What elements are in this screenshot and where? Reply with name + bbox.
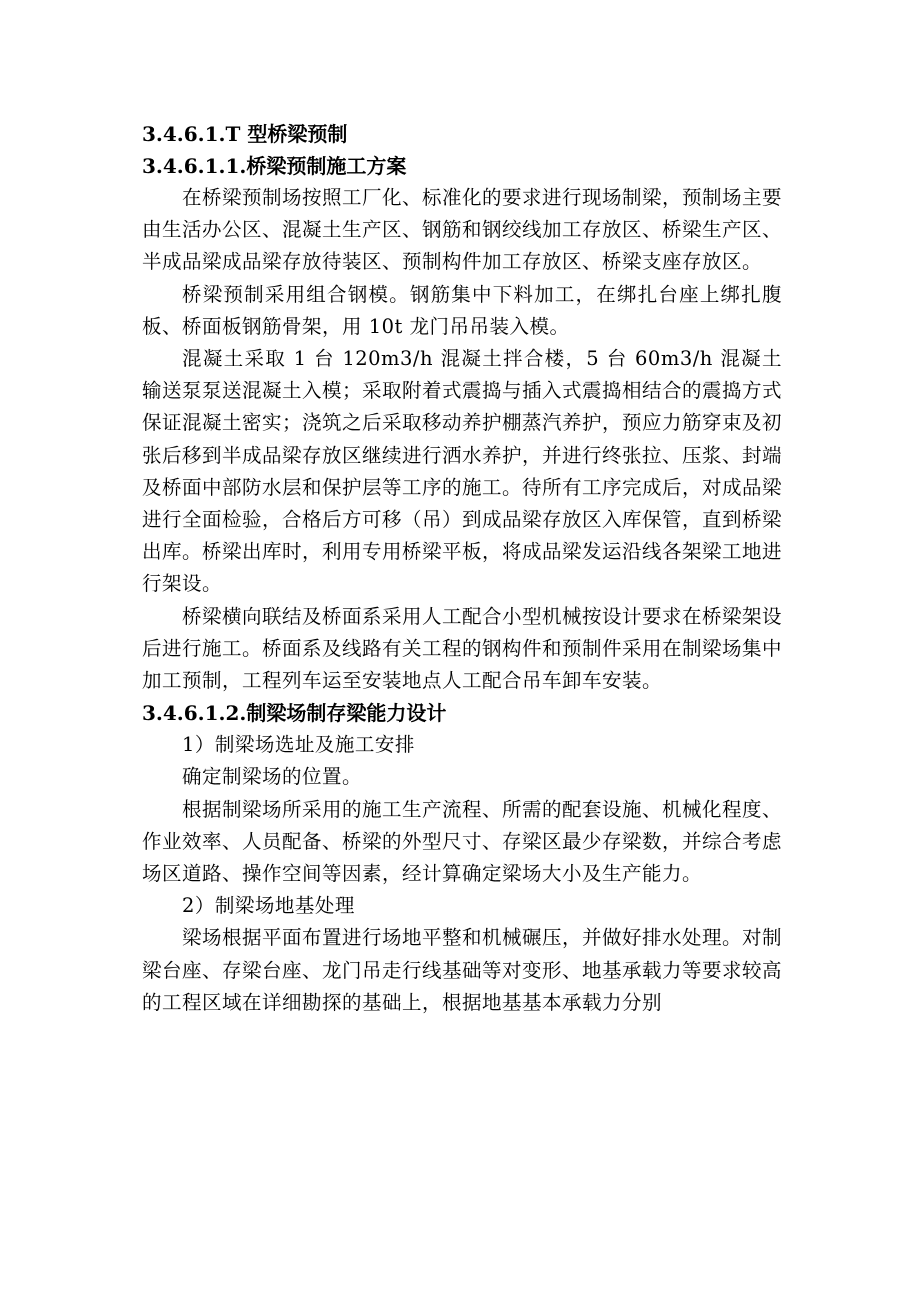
paragraph-steel-formwork: 桥梁预制采用组合钢模。钢筋集中下料加工，在绑扎台座上绑扎腹板、桥面板钢筋骨架，用 10t 龙门吊吊装入模。 — [142, 282, 782, 338]
section-heading-t-beam-prefabrication: 3.4.6.1.T 型桥梁预制 — [142, 122, 348, 146]
paragraph-foundation-treatment: 梁场根据平面布置进行场地平整和机械碾压，并做好排水处理。对制梁台座、存梁台座、龙门吊走行线基础等对变形、地基承载力等要求较高的工程区域在详细勘探的基础上，根据地基基本承载力分别 — [142, 926, 783, 1014]
subsection-heading-capacity-design: 3.4.6.1.2.制梁场制存梁能力设计 — [142, 701, 447, 726]
list-item-site-location-line: 确定制梁场的位置。 — [182, 765, 363, 789]
paragraph-site-size-calculation: 根据制梁场所采用的施工生产流程、所需的配套设施、机械化程度、作业效率、人员配备、桥梁的外型尺寸、存梁区最少存梁数，并综合考虑场区道路、操作空间等因素，经计算确定梁场大小及生产能力。 — [142, 797, 783, 886]
paragraph-concrete-pouring: 混凝土采取 1 台 120m3/h 混凝土拌合楼，5 台 60m3/h 混凝土输送泵泵送混凝土入模；采取附着式震捣与插入式震捣相结合的震捣方式保证混凝土密实；浇筑之后采取移动养护棚蒸汽养护，预应力筋穿束及初张后移到半成品梁存放区继续进行洒水养护，并进行终张拉、压浆、封端及桥面中部防水层和保护层等工序的施工。待所有工序完成后，对成品梁进行全面检验，合格后方可移（吊）到成品梁存放区入库保管，直到桥梁出库。桥梁出库时，利用专用桥梁平板，将成品梁发运沿线各架梁工地进行架设。 — [142, 347, 783, 596]
subsection-heading-construction-plan: 3.4.6.1.1.桥梁预制施工方案 — [142, 154, 407, 178]
paragraph-prefab-yard-layout: 在桥梁预制场按照工厂化、标准化的要求进行现场制梁，预制场主要由生活办公区、混凝土生产区、钢筋和钢绞线加工存放区、桥梁生产区、半成品梁成品梁存放待装区、预制构件加工存放区、桥梁支座存放区。 — [142, 186, 783, 274]
paragraph-bridge-deck-system: 桥梁横向联结及桥面系采用人工配合小型机械按设计要求在桥梁架设后进行施工。桥面系及线路有关工程的钢构件和预制件采用在制梁场集中加工预制，工程列车运至安装地点人工配合吊车卸车安装。 — [142, 604, 783, 693]
list-item-foundation-treatment: 2）制梁场地基处理 — [182, 894, 355, 918]
list-item-site-selection: 1）制梁场选址及施工安排 — [182, 733, 415, 757]
document-body — [142, 118, 782, 1019]
